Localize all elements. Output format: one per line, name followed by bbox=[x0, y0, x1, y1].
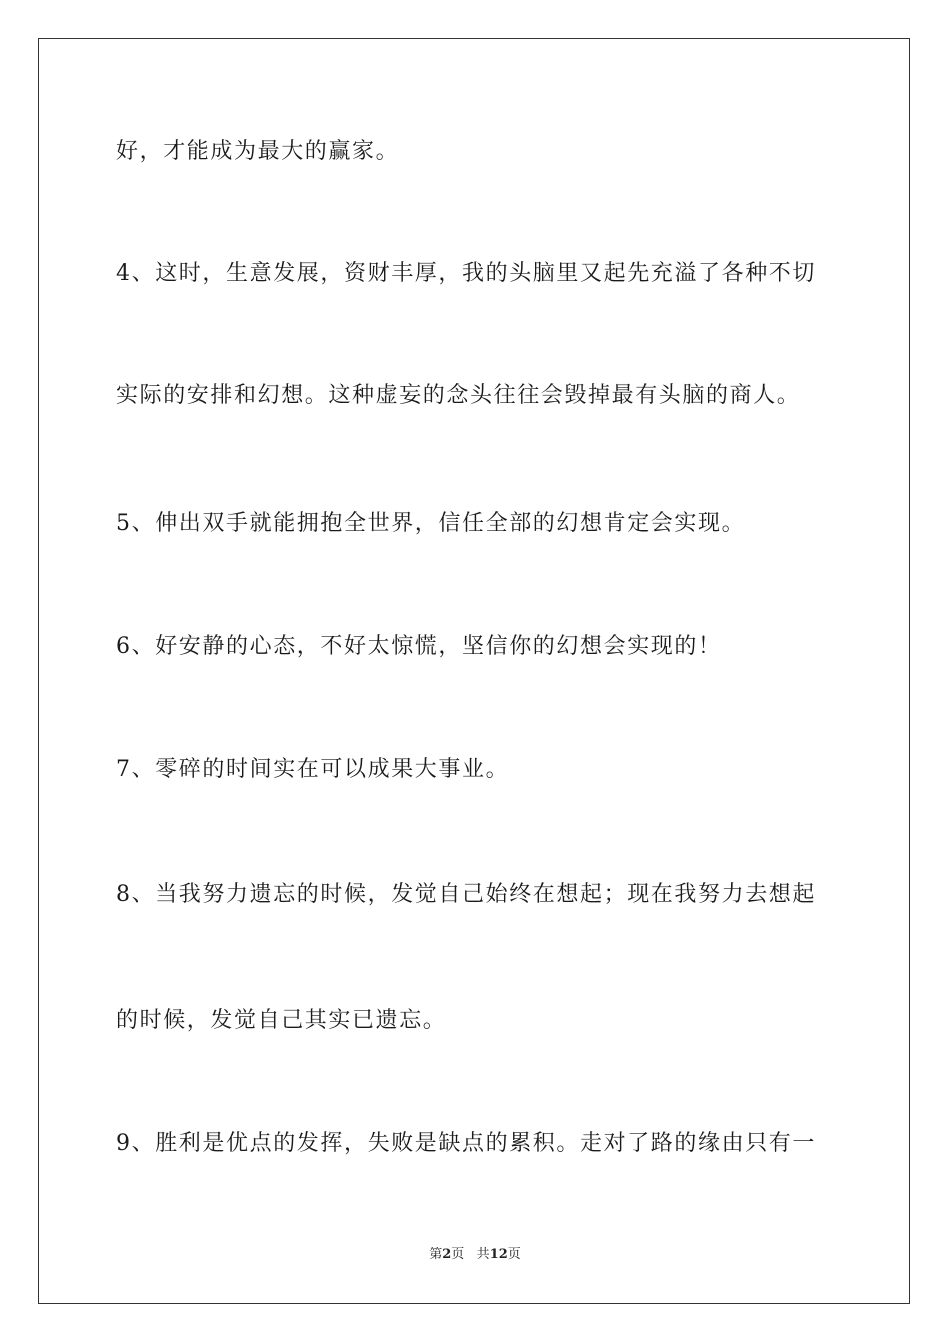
page-number: 2 bbox=[442, 1247, 452, 1262]
text-line-4: 5、伸出双手就能拥抱全世界，信任全部的幻想肯定会实现。 bbox=[116, 511, 746, 536]
text-line-6: 7、零碎的时间实在可以成果大事业。 bbox=[116, 757, 510, 782]
text-line-9: 9、胜利是优点的发挥，失败是缺点的累积。走对了路的缘由只有一 bbox=[116, 1131, 816, 1156]
total-prefix: 共 bbox=[476, 1247, 490, 1262]
text-line-3: 实际的安排和幻想。这种虚妄的念头往往会毁掉最有头脑的商人。 bbox=[116, 383, 801, 408]
total-suffix: 页 bbox=[507, 1247, 521, 1262]
page-suffix: 页 bbox=[451, 1247, 465, 1262]
text-line-7: 8、当我努力遗忘的时候，发觉自己始终在想起；现在我努力去想起 bbox=[116, 882, 816, 907]
text-line-2: 4、这时，生意发展，资财丰厚，我的头脑里又起先充溢了各种不切 bbox=[116, 261, 816, 286]
text-line-1: 好，才能成为最大的赢家。 bbox=[116, 139, 400, 164]
total-pages: 12 bbox=[489, 1247, 508, 1262]
page-footer bbox=[0, 1246, 950, 1264]
text-line-5: 6、好安静的心态，不好太惊慌，坚信你的幻想会实现的！ bbox=[116, 634, 722, 659]
page-border bbox=[38, 38, 910, 1304]
page-prefix: 第 bbox=[429, 1247, 443, 1262]
text-line-8: 的时候，发觉自己其实已遗忘。 bbox=[116, 1008, 447, 1033]
